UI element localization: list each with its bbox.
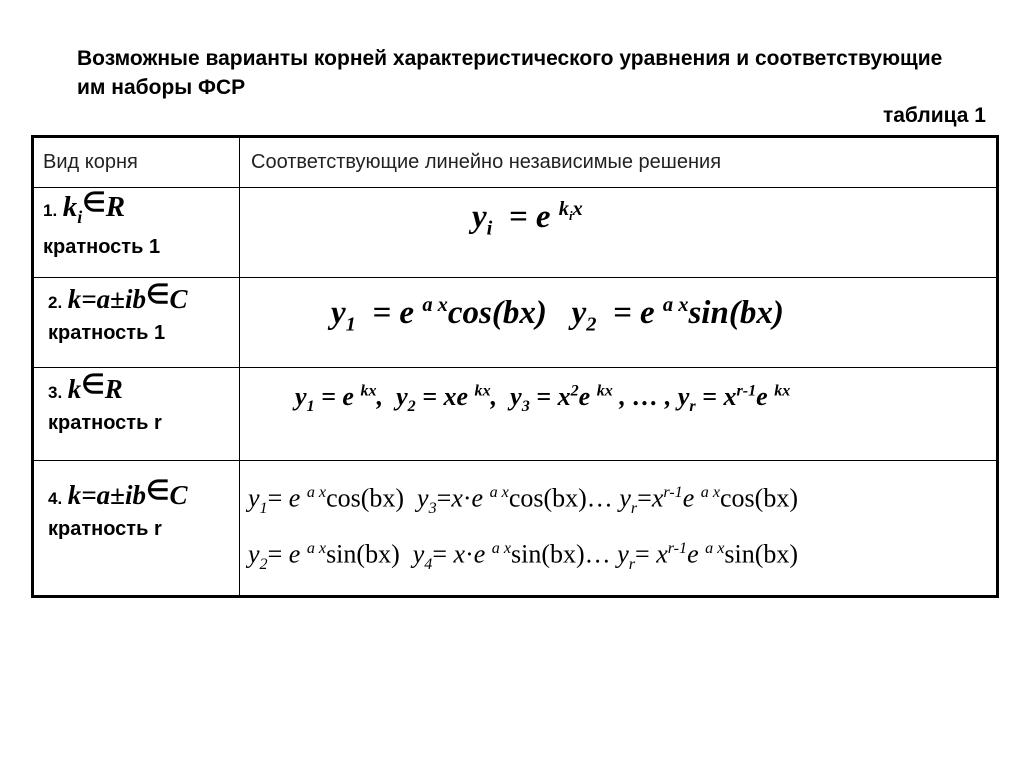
header-root-type: Вид корня (43, 151, 138, 173)
row-3-solution: $y_1 = e$ $^{kx}$, $y_2$ = xe $^{kx}$, $y_3 = x^2e$ $^{kx}$ , … , $y_r = x^{r-1}e$ $^{kx}$ (295, 382, 791, 416)
row-4-solution-line-2: $y_2= e$ $^{a x}$sin(bx) $y_4= x\cdot e$ $^{a x}$sin(bx)… $y_r= x^{r-1}e$ $^{a x}$sin(bx) (248, 539, 799, 573)
table-label: таблица 1 (882, 104, 986, 127)
row-2-root-formula: k=a±ib∈C (67, 279, 188, 314)
row-3-number: 3. (48, 383, 63, 402)
row-divider (34, 187, 996, 188)
row-1-number: 1. (43, 201, 58, 220)
row-2-multiplicity: кратность 1 (48, 322, 166, 344)
row-4-root-formula: k=a±ib∈C (67, 475, 188, 510)
row-divider (34, 277, 996, 278)
row-1-root (43, 187, 161, 262)
row-4-root (48, 475, 188, 544)
page-title: Возможные варианты корней характеристического уравнения и соответствующие им наборы ФСР (77, 47, 943, 99)
header-solutions: Соответствующие линейно независимые решения (251, 151, 722, 173)
row-divider (34, 367, 996, 368)
row-4-multiplicity: кратность r (48, 518, 162, 540)
row-4-solution-line-1: $y_1= e$ $^{a x}$cos(bx) $y_3=x\cdot e$ $^{a x}$cos(bx)… $y_r=x^{r-1}e$ $^{a x}$cos(bx) (248, 483, 798, 517)
row-4-number: 4. (48, 489, 63, 508)
row-divider (34, 460, 996, 461)
row-3-root (48, 369, 162, 438)
roots-table (31, 135, 999, 598)
row-1-root-formula: $k_i\in R$ (62, 187, 126, 227)
row-2-solution: $y_1 = e$ $^{a x}$cos(bx) $y_2 = e$ $^{a x}$sin(bx) (331, 294, 784, 336)
row-3-multiplicity: кратность r (48, 412, 162, 434)
row-2-root (48, 279, 188, 348)
row-3-root-formula: k∈R (67, 369, 123, 404)
row-4-solution (248, 473, 798, 585)
row-1-solution: $y_i = e$ $^{k_ix}$ (472, 198, 583, 240)
row-2-number: 2. (48, 293, 63, 312)
row-1-multiplicity: кратность 1 (43, 235, 161, 258)
